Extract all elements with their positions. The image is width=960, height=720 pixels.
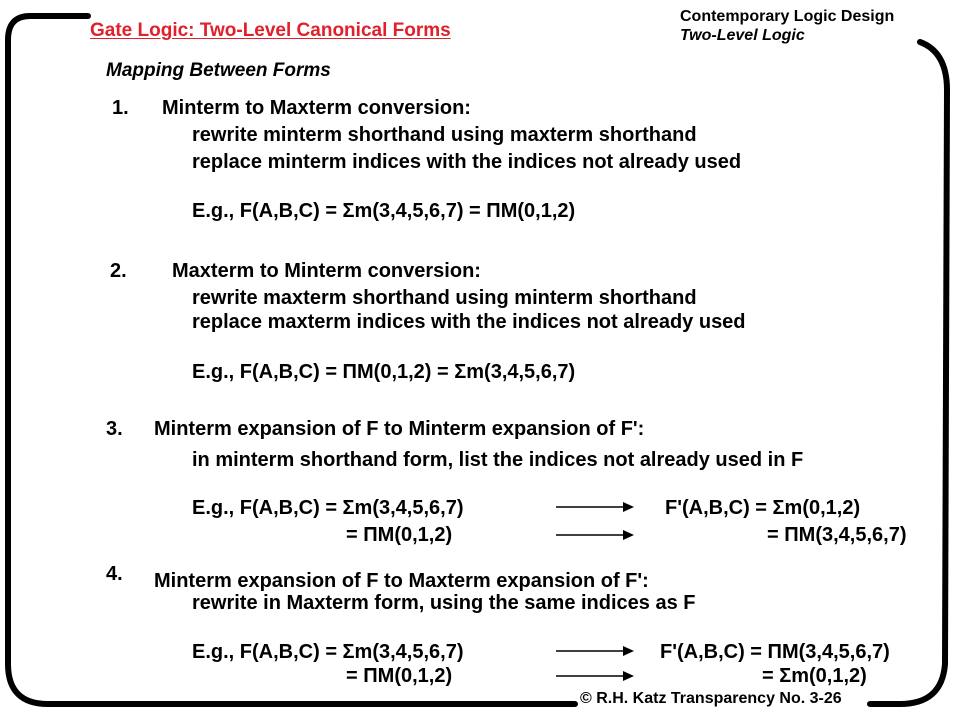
section-2-line-2: replace maxterm indices with the indices not already used xyxy=(192,311,746,333)
section-1-line-1: rewrite minterm shorthand using maxterm shorthand xyxy=(192,124,697,146)
section-3-example-right-2: = ΠM(3,4,5,6,7) xyxy=(767,524,907,546)
section-3-example-left-2: = ΠM(0,1,2) xyxy=(346,524,453,546)
section-1-line-2: replace minterm indices with the indices not already used xyxy=(192,151,742,173)
section-3-example-right-1: F'(A,B,C) = Σm(0,1,2) xyxy=(665,497,861,519)
section-4-example-left-2: = ΠM(0,1,2) xyxy=(346,665,453,687)
section-2-heading: Maxterm to Minterm conversion: xyxy=(172,260,481,282)
section-1-number: 1. xyxy=(112,97,129,119)
section-3-line-1: in minterm shorthand form, list the indices not already used in F xyxy=(192,449,804,471)
section-2-line-1: rewrite maxterm shorthand using minterm shorthand xyxy=(192,287,697,309)
section-4-number: 4. xyxy=(106,563,123,585)
arrow-right-icon xyxy=(555,669,635,683)
section-4-example-left-1: E.g., F(A,B,C) = Σm(3,4,5,6,7) xyxy=(192,641,464,663)
section-3-number: 3. xyxy=(106,418,123,440)
section-4-example-right-1: F'(A,B,C) = ΠM(3,4,5,6,7) xyxy=(660,641,890,663)
course-title: Contemporary Logic Design xyxy=(680,8,895,25)
arrow-right-icon xyxy=(555,500,635,514)
section-4-heading: Minterm expansion of F to Maxterm expansion of F': xyxy=(154,570,649,592)
arrow-right-icon xyxy=(555,644,635,658)
slide-title: Gate Logic: Two-Level Canonical Forms xyxy=(90,20,451,41)
slide-subtitle: Mapping Between Forms xyxy=(106,60,331,81)
section-2-example: E.g., F(A,B,C) = ΠM(0,1,2) = Σm(3,4,5,6,7) xyxy=(192,361,576,383)
section-3-example-left-1: E.g., F(A,B,C) = Σm(3,4,5,6,7) xyxy=(192,497,464,519)
section-3-heading: Minterm expansion of F to Minterm expansion of F': xyxy=(154,418,645,440)
section-2-number: 2. xyxy=(110,260,127,282)
chapter-title: Two-Level Logic xyxy=(680,27,805,44)
footer-credit: © R.H. Katz Transparency No. 3-26 xyxy=(580,690,842,707)
section-4-example-right-2: = Σm(0,1,2) xyxy=(762,665,867,687)
section-1-heading: Minterm to Maxterm conversion: xyxy=(162,97,471,119)
section-1-example: E.g., F(A,B,C) = Σm(3,4,5,6,7) = ΠM(0,1,2) xyxy=(192,200,576,222)
arrow-right-icon xyxy=(555,528,635,542)
section-4-line-1: rewrite in Maxterm form, using the same indices as F xyxy=(192,592,696,614)
